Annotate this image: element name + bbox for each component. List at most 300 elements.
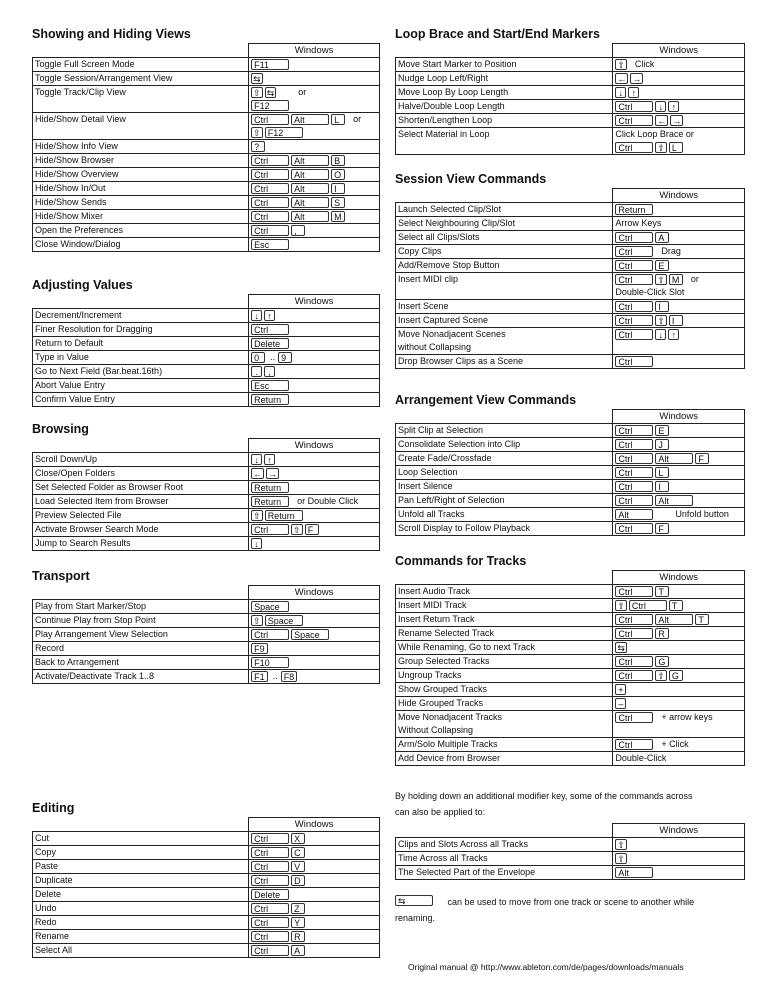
table-row	[33, 860, 380, 874]
shortcut-section	[32, 27, 380, 252]
shortcut-cell	[249, 467, 380, 481]
key-cap: ↓	[251, 310, 262, 321]
key-cap: V	[291, 861, 305, 872]
action-label: Split Clip at Selection	[396, 424, 613, 438]
action-label: Shorten/Lengthen Loop	[396, 114, 613, 128]
key-cap: ←	[657, 116, 667, 126]
action-label: Select Material in Loop	[396, 128, 613, 155]
section-title: Browsing	[32, 422, 89, 436]
action-label: Hide/Show Browser	[33, 154, 249, 168]
key-cap: Ctrl	[251, 861, 289, 872]
action-label: Create Fade/Crossfade	[396, 452, 613, 466]
table-row	[396, 114, 745, 128]
shortcut-cell	[249, 182, 380, 196]
table-row	[33, 670, 380, 684]
shortcut-cell	[249, 126, 380, 140]
table-row	[33, 944, 380, 958]
key-cap: →	[632, 74, 642, 84]
key-cap: ↓	[251, 538, 262, 549]
table-row	[33, 628, 380, 642]
table-row	[33, 58, 380, 72]
action-label: Toggle Full Screen Mode	[33, 58, 249, 72]
key-cap: Ctrl	[615, 523, 653, 534]
table-header-row	[33, 44, 380, 58]
shortcut-cell	[613, 480, 745, 494]
key-cap: Ctrl	[615, 467, 653, 478]
action-label: Hide/Show Detail View	[33, 113, 249, 140]
shortcut-cell	[613, 852, 745, 866]
shortcut-table	[395, 570, 745, 766]
shortcut-cell	[613, 585, 745, 599]
shortcut-cell	[613, 58, 745, 72]
action-label-continued: without Collapsing	[396, 341, 613, 355]
action-label: Halve/Double Loop Length	[396, 100, 613, 114]
key-cap: T	[655, 586, 669, 597]
key-cap: R	[291, 931, 305, 942]
shortcut-cell	[613, 738, 745, 752]
action-label: Add/Remove Stop Button	[396, 259, 613, 273]
action-label: Hide/Show In/Out	[33, 182, 249, 196]
column-header-windows: Windows	[249, 439, 380, 453]
shortcut-cell	[613, 424, 745, 438]
key-cap: Ctrl	[251, 324, 289, 335]
key-cap: Return	[251, 496, 289, 507]
table-row	[33, 351, 380, 365]
shortcut-cell	[249, 628, 380, 642]
key-cap: Ctrl	[251, 155, 289, 166]
key-cap: Alt	[291, 114, 329, 125]
table-row	[33, 509, 380, 523]
action-label: Paste	[33, 860, 249, 874]
table-row	[396, 599, 745, 613]
key-cap: Alt	[291, 155, 329, 166]
range-separator: ..	[272, 671, 278, 681]
shortcut-table	[395, 409, 745, 536]
table-row	[396, 697, 745, 711]
shortcut-cell	[249, 481, 380, 495]
action-label: Toggle Session/Arrangement View	[33, 72, 249, 86]
key-cap: Ctrl	[615, 481, 653, 492]
shortcut-table	[32, 585, 380, 684]
shortcut-cell	[249, 140, 380, 154]
key-cap: Return	[251, 482, 289, 493]
action-label: Undo	[33, 902, 249, 916]
key-cap: ⇧	[293, 525, 301, 535]
action-label: Type in Value	[33, 351, 249, 365]
action-label: Select all Clips/Slots	[396, 231, 613, 245]
shortcut-section	[395, 172, 745, 369]
shortcut-cell	[613, 711, 745, 738]
key-cap: ↑	[628, 87, 639, 98]
shortcut-cell	[613, 286, 745, 300]
key-cap: Ctrl	[615, 356, 653, 367]
table-row	[396, 231, 745, 245]
table-row	[396, 438, 745, 452]
key-cap: Ctrl	[615, 425, 653, 436]
table-row	[33, 888, 380, 902]
key-cap: C	[291, 847, 305, 858]
key-cap: Ctrl	[251, 917, 289, 928]
key-cap: S	[331, 197, 345, 208]
key-cap: Alt	[291, 211, 329, 222]
shortcut-cell	[613, 141, 745, 155]
action-label: Insert Return Track	[396, 613, 613, 627]
table-row	[396, 203, 745, 217]
shortcut-cell	[613, 508, 745, 522]
key-cap: ←	[253, 469, 263, 479]
shortcut-cell	[249, 154, 380, 168]
shortcut-table	[395, 823, 745, 880]
key-cap: J	[655, 439, 669, 450]
action-label: Insert MIDI clip	[396, 273, 613, 300]
action-label: Hide/Show Overview	[33, 168, 249, 182]
key-cap: ⇧	[253, 616, 261, 626]
shortcut-cell	[613, 613, 745, 627]
action-label: Select Neighbouring Clip/Slot	[396, 217, 613, 231]
action-label: Pan Left/Right of Selection	[396, 494, 613, 508]
table-row	[396, 245, 745, 259]
shortcut-cell	[613, 328, 745, 355]
key-cap: ↓	[251, 454, 262, 465]
table-header-row	[33, 586, 380, 600]
key-cap: Ctrl	[615, 101, 653, 112]
table-row	[33, 495, 380, 509]
table-row	[33, 537, 380, 551]
range-separator: ..	[270, 352, 276, 362]
action-label: Consolidate Selection into Clip	[396, 438, 613, 452]
action-label: Move Start Marker to Position	[396, 58, 613, 72]
action-label: Activate Browser Search Mode	[33, 523, 249, 537]
action-label: Cut	[33, 832, 249, 846]
key-cap: Ctrl	[615, 628, 653, 639]
shortcut-cell	[249, 614, 380, 628]
footer-link[interactable]: Original manual @ http://www.ableton.com/de/pages/downloads/manuals	[408, 962, 684, 972]
shortcut-cell	[613, 128, 745, 142]
key-cap: Ctrl	[251, 629, 289, 640]
shortcut-text: Click Loop Brace or	[615, 129, 694, 139]
key-cap: ⇧	[617, 601, 625, 611]
header-blank	[396, 44, 613, 58]
table-row	[396, 852, 745, 866]
shortcut-cell	[249, 453, 380, 467]
key-cap: Ctrl	[615, 453, 653, 464]
table-row	[33, 365, 380, 379]
action-label: The Selected Part of the Envelope	[396, 866, 613, 880]
table-row	[33, 86, 380, 100]
table-row	[396, 300, 745, 314]
shortcut-cell	[249, 393, 380, 407]
key-cap: Ctrl	[615, 301, 653, 312]
shortcut-note: Unfold button	[675, 509, 729, 519]
shortcut-text: Arrow Keys	[615, 218, 662, 228]
shortcut-note: or	[690, 274, 699, 284]
key-cap: F9	[251, 643, 268, 654]
action-label: Ungroup Tracks	[396, 669, 613, 683]
shortcut-cell	[613, 522, 745, 536]
shortcut-cell	[613, 669, 745, 683]
shortcut-cell	[613, 100, 745, 114]
action-label: Rename	[33, 930, 249, 944]
key-cap: O	[331, 169, 345, 180]
key-cap: ⇧	[657, 275, 665, 285]
action-label: Move Nonadjacent Scenes	[396, 328, 613, 342]
shortcut-cell	[249, 656, 380, 670]
key-cap: F1	[251, 671, 268, 682]
table-header-row	[396, 189, 745, 203]
key-cap: Ctrl	[251, 875, 289, 886]
action-label: Arm/Solo Multiple Tracks	[396, 738, 613, 752]
shortcut-cell	[249, 99, 380, 113]
key-cap: Ctrl	[615, 274, 653, 285]
key-cap: Ctrl	[251, 114, 289, 125]
key-cap: →	[672, 116, 682, 126]
key-cap: Alt	[291, 169, 329, 180]
key-cap: L	[669, 142, 683, 153]
key-cap: Ctrl	[629, 600, 667, 611]
table-row	[33, 140, 380, 154]
key-cap: G	[655, 656, 669, 667]
key-cap: Ctrl	[615, 495, 653, 506]
shortcut-cell	[249, 523, 380, 537]
table-header-row	[396, 44, 745, 58]
action-label: Insert Audio Track	[396, 585, 613, 599]
header-blank	[396, 189, 613, 203]
shortcut-cell	[249, 86, 380, 100]
key-cap: Alt	[291, 197, 329, 208]
shortcut-cell	[249, 860, 380, 874]
table-row	[33, 379, 380, 393]
action-label: Go to Next Field (Bar.beat.16th)	[33, 365, 249, 379]
key-cap: Ctrl	[615, 614, 653, 625]
action-label: Duplicate	[33, 874, 249, 888]
action-label: Copy	[33, 846, 249, 860]
key-cap: ,	[291, 225, 305, 236]
key-cap: Ctrl	[615, 439, 653, 450]
table-row	[396, 738, 745, 752]
shortcut-cell	[613, 494, 745, 508]
action-label: Jump to Search Results	[33, 537, 249, 551]
shortcut-cell	[249, 495, 380, 509]
key-cap: R	[655, 628, 669, 639]
key-cap: Delete	[251, 338, 289, 349]
action-label: Drop Browser Clips as a Scene	[396, 355, 613, 369]
key-cap: E	[655, 260, 669, 271]
key-cap: →	[268, 469, 278, 479]
table-row	[33, 309, 380, 323]
key-cap: ,	[264, 366, 275, 377]
action-label: Show Grouped Tracks	[396, 683, 613, 697]
shortcut-section	[32, 569, 380, 684]
key-cap: Esc	[251, 239, 289, 250]
key-cap: B	[331, 155, 345, 166]
shortcut-cell	[249, 944, 380, 958]
section-title: Loop Brace and Start/End Markers	[395, 27, 600, 41]
key-cap: Ctrl	[251, 931, 289, 942]
key-cap: 0	[251, 352, 265, 363]
shortcut-cell	[613, 300, 745, 314]
shortcut-cell	[249, 323, 380, 337]
key-cap: Return	[265, 510, 303, 521]
key-cap: ⇧	[657, 671, 665, 681]
table-row	[33, 874, 380, 888]
action-label-continued: Without Collapsing	[396, 724, 613, 738]
table-row	[396, 866, 745, 880]
column-header-windows: Windows	[613, 824, 745, 838]
action-label: Close/Open Folders	[33, 467, 249, 481]
shortcut-cell	[613, 72, 745, 86]
table-header-row	[33, 439, 380, 453]
shortcut-cell	[613, 231, 745, 245]
key-cap: .	[251, 366, 262, 377]
table-row	[33, 523, 380, 537]
key-cap: Alt	[655, 495, 693, 506]
shortcut-table	[32, 438, 380, 551]
tab-note	[395, 894, 695, 926]
shortcut-cell	[249, 309, 380, 323]
key-cap: T	[695, 614, 709, 625]
shortcut-cell	[249, 600, 380, 614]
key-cap: Return	[251, 394, 289, 405]
column-header-windows: Windows	[249, 44, 380, 58]
table-row	[396, 508, 745, 522]
shortcut-text: Double-Click	[615, 753, 667, 763]
key-cap: M	[331, 211, 345, 222]
action-label: Group Selected Tracks	[396, 655, 613, 669]
table-header-row	[396, 410, 745, 424]
shortcut-cell	[249, 113, 380, 127]
key-cap: ⇧	[657, 316, 665, 326]
shortcut-cell	[249, 379, 380, 393]
shortcut-cell	[613, 466, 745, 480]
table-row	[33, 210, 380, 224]
key-cap: ↑	[668, 329, 679, 340]
table-header-row	[396, 571, 745, 585]
action-label: Continue Play from Stop Point	[33, 614, 249, 628]
modifier-table-wrap	[395, 823, 745, 880]
action-label: Open the Preferences	[33, 224, 249, 238]
shortcut-cell	[613, 203, 745, 217]
shortcut-table	[32, 294, 380, 407]
action-label: Hide Grouped Tracks	[396, 697, 613, 711]
table-row	[396, 655, 745, 669]
shortcut-section	[395, 27, 745, 155]
table-row	[396, 480, 745, 494]
shortcut-text: Double-Click Slot	[615, 287, 685, 297]
modifier-paragraph: By holding down an additional modifier key, some of the commands across can also be applied to:	[395, 791, 693, 817]
header-blank	[396, 571, 613, 585]
key-cap: M	[669, 274, 683, 285]
shortcut-table	[32, 817, 380, 958]
key-cap: L	[655, 467, 669, 478]
key-cap: Ctrl	[251, 197, 289, 208]
section-title: Adjusting Values	[32, 278, 133, 292]
shortcut-note: Click	[634, 59, 655, 69]
shortcut-cell	[613, 752, 745, 766]
action-label: Redo	[33, 916, 249, 930]
table-row	[33, 930, 380, 944]
key-cap: ⇧	[657, 143, 665, 153]
action-label: Play Arrangement View Selection	[33, 628, 249, 642]
key-cap: Ctrl	[251, 833, 289, 844]
key-cap: ↑	[264, 454, 275, 465]
table-row	[33, 916, 380, 930]
key-cap: Ctrl	[615, 232, 653, 243]
key-cap: Space	[265, 615, 303, 626]
key-cap: ⇧	[617, 840, 625, 850]
shortcut-cell	[613, 314, 745, 328]
table-row	[396, 752, 745, 766]
table-row	[396, 522, 745, 536]
table-row	[396, 273, 745, 287]
shortcut-cell	[613, 838, 745, 852]
key-cap: ←	[617, 74, 627, 84]
key-cap: Alt	[291, 183, 329, 194]
action-label: Scroll Display to Follow Playback	[396, 522, 613, 536]
key-cap: Ctrl	[615, 115, 653, 126]
shortcut-note: or	[298, 87, 307, 97]
key-cap: Ctrl	[615, 142, 653, 153]
shortcut-cell	[249, 337, 380, 351]
table-row	[396, 314, 745, 328]
header-blank	[396, 824, 613, 838]
key-cap: Ctrl	[251, 847, 289, 858]
shortcut-cell	[249, 365, 380, 379]
table-row	[396, 72, 745, 86]
action-label: Add Device from Browser	[396, 752, 613, 766]
key-cap: Alt	[615, 867, 653, 878]
shortcut-cell	[249, 72, 380, 86]
shortcut-cell	[249, 537, 380, 551]
table-row	[33, 453, 380, 467]
key-cap: Z	[291, 903, 305, 914]
table-row	[33, 238, 380, 252]
action-label: Confirm Value Entry	[33, 393, 249, 407]
shortcut-cell	[613, 245, 745, 259]
action-label: Move Loop By Loop Length	[396, 86, 613, 100]
table-header-row	[33, 818, 380, 832]
key-cap: Ctrl	[251, 225, 289, 236]
key-cap: Y	[291, 917, 305, 928]
table-row	[396, 355, 745, 369]
table-row	[396, 669, 745, 683]
table-row	[33, 642, 380, 656]
table-row	[396, 86, 745, 100]
key-cap: Ctrl	[251, 903, 289, 914]
shortcut-cell	[249, 888, 380, 902]
action-label: Hide/Show Sends	[33, 196, 249, 210]
key-cap: Ctrl	[615, 260, 653, 271]
table-row	[396, 424, 745, 438]
action-label: Toggle Track/Clip View	[33, 86, 249, 113]
key-cap: T	[669, 600, 683, 611]
action-label: Return to Default	[33, 337, 249, 351]
key-cap: Ctrl	[251, 183, 289, 194]
key-cap: E	[655, 425, 669, 436]
table-header-row	[396, 824, 745, 838]
table-header-row	[33, 295, 380, 309]
action-label: Insert Scene	[396, 300, 613, 314]
action-label: Loop Selection	[396, 466, 613, 480]
key-cap: Space	[251, 601, 289, 612]
action-label: Activate/Deactivate Track 1..8	[33, 670, 249, 684]
key-cap: Esc	[251, 380, 289, 391]
key-cap: Ctrl	[615, 712, 653, 723]
action-label: Select All	[33, 944, 249, 958]
table-row	[396, 259, 745, 273]
header-blank	[33, 295, 249, 309]
header-blank	[33, 44, 249, 58]
key-cap: ⇆	[253, 74, 261, 84]
